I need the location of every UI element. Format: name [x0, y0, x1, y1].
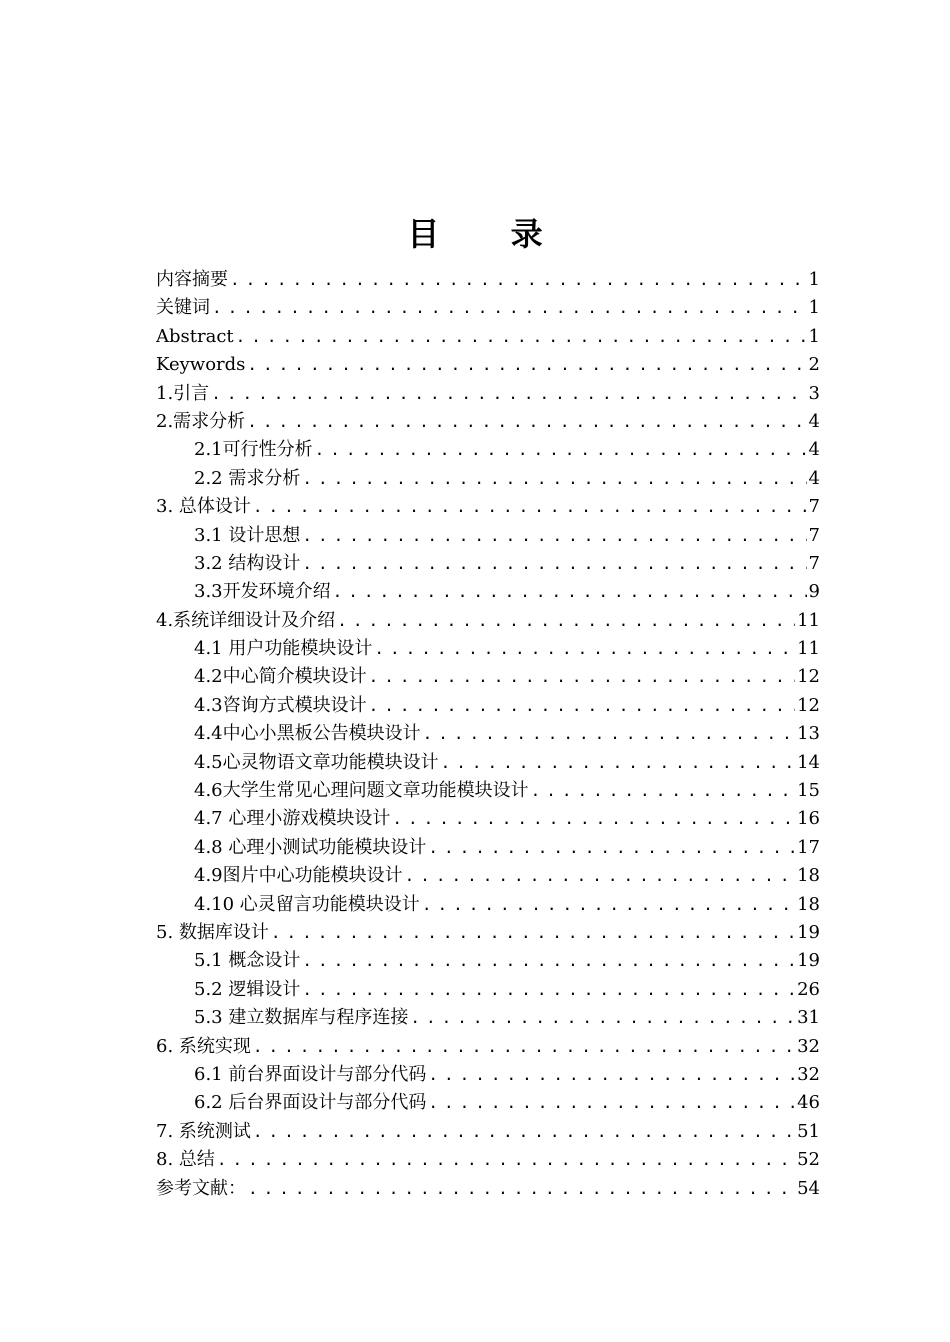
toc-entry-label: 内容摘要 [156, 269, 228, 290]
toc-entry-page-number: 51 [797, 1120, 820, 1142]
toc-entry[interactable] [156, 834, 820, 862]
toc-entry[interactable] [156, 1004, 820, 1032]
toc-dot-leader [210, 294, 807, 322]
toc-entry-page-number: 13 [797, 723, 820, 745]
toc-entry-page-number: 11 [797, 638, 820, 660]
toc-dot-leader [331, 578, 807, 606]
toc-entry-page-number: 32 [797, 1035, 820, 1057]
toc-entry[interactable] [156, 465, 820, 493]
toc-dot-leader [335, 607, 795, 635]
toc-entry-label: 5.1 概念设计 [194, 950, 301, 972]
toc-dot-leader [390, 805, 795, 833]
toc-entry-label: 3. 总体设计 [156, 496, 251, 518]
toc-dot-leader [421, 720, 795, 748]
toc-entry[interactable] [156, 692, 820, 720]
toc-entry[interactable] [156, 805, 820, 833]
toc-entry-page-number: 7 [808, 496, 820, 518]
toc-dot-leader [269, 919, 795, 947]
toc-entry[interactable] [156, 976, 820, 1004]
toc-entry-page-number: 9 [808, 581, 820, 603]
toc-entry[interactable] [156, 919, 820, 947]
toc-entry-label: 4.10 心灵留言功能模块设计 [194, 893, 420, 915]
toc-entry[interactable] [156, 323, 820, 351]
toc-entry-page-number: 14 [797, 751, 820, 773]
toc-entry[interactable] [156, 663, 820, 691]
toc-entry[interactable] [156, 351, 820, 379]
toc-dot-leader [426, 834, 795, 862]
toc-dot-leader [426, 1089, 795, 1117]
toc-entry[interactable] [156, 720, 820, 748]
toc-entry-page-number: 12 [797, 666, 820, 688]
toc-entry-label: 2.1可行性分析 [194, 439, 313, 461]
toc-entry-page-number: 2 [808, 354, 820, 376]
toc-entry-label: 6. 系统实现 [156, 1035, 251, 1057]
toc-dot-leader [234, 323, 807, 351]
toc-entry-label: Abstract [156, 325, 234, 347]
toc-entry[interactable] [156, 408, 820, 436]
toc-entry-page-number: 15 [797, 780, 820, 802]
toc-entry[interactable] [156, 1146, 820, 1174]
toc-entry-page-number: 18 [797, 893, 820, 915]
toc-entry[interactable] [156, 1033, 820, 1061]
toc-dot-leader [300, 465, 806, 493]
toc-entry-page-number: 31 [797, 1007, 820, 1029]
toc-entry-label: 3.3开发环境介绍 [194, 581, 331, 603]
toc-entry-label: 4.5心灵物语文章功能模块设计 [194, 751, 439, 773]
toc-dot-leader [408, 1004, 795, 1032]
toc-entry-page-number: 52 [797, 1149, 820, 1171]
toc-entry[interactable] [156, 493, 820, 521]
toc-entry-page-number: 1 [808, 297, 820, 319]
toc-dot-leader [209, 380, 806, 408]
toc-entry-label: 6.1 前台界面设计与部分代码 [194, 1063, 427, 1085]
toc-dot-leader [300, 947, 795, 975]
toc-entry-label: 4.7 心理小游戏模块设计 [194, 808, 391, 830]
toc-entry-page-number: 4 [808, 439, 820, 461]
toc-entry-label: 5. 数据库设计 [156, 921, 269, 943]
toc-dot-leader [246, 1175, 795, 1203]
toc-entry-label: 5.2 逻辑设计 [194, 978, 301, 1000]
toc-entry-label: 4.4中心小黑板公告模块设计 [194, 723, 421, 745]
toc-dot-leader [215, 1146, 795, 1174]
toc-dot-leader [426, 1061, 795, 1089]
toc-entry[interactable] [156, 607, 820, 635]
toc-dot-leader [420, 891, 795, 919]
toc-dot-leader [300, 976, 795, 1004]
table-of-contents [156, 266, 820, 1203]
toc-entry-page-number: 3 [808, 382, 820, 404]
toc-entry[interactable] [156, 1175, 820, 1203]
toc-entry-page-number: 7 [808, 524, 820, 546]
toc-entry[interactable] [156, 947, 820, 975]
toc-entry[interactable] [156, 1118, 820, 1146]
toc-entry[interactable] [156, 522, 820, 550]
toc-entry[interactable] [156, 266, 820, 294]
toc-entry[interactable] [156, 436, 820, 464]
toc-entry-label: 3.2 结构设计 [194, 552, 301, 574]
page-title: 目 录 [407, 215, 573, 253]
toc-entry-label: 2.需求分析 [156, 410, 246, 432]
toc-dot-leader [251, 493, 807, 521]
toc-entry-label: 参考文献： [156, 1177, 246, 1199]
toc-entry-label: 关键词 [156, 297, 210, 319]
toc-entry[interactable] [156, 891, 820, 919]
toc-entry-page-number: 12 [797, 694, 820, 716]
toc-entry[interactable] [156, 777, 820, 805]
toc-entry-page-number: 16 [797, 808, 820, 830]
toc-dot-leader [228, 266, 807, 294]
toc-dot-leader [403, 862, 795, 890]
toc-entry-page-number: 1 [808, 269, 820, 290]
toc-entry-label: 4.8 心理小测试功能模块设计 [194, 836, 427, 858]
toc-entry[interactable] [156, 578, 820, 606]
toc-entry-page-number: 46 [797, 1092, 820, 1114]
toc-dot-leader [313, 436, 807, 464]
toc-entry-page-number: 4 [808, 467, 820, 489]
toc-entry-page-number: 19 [797, 921, 820, 943]
toc-dot-leader [300, 522, 806, 550]
toc-entry-page-number: 32 [797, 1063, 820, 1085]
toc-entry-label: 1.引言 [156, 382, 210, 404]
toc-entry-label: 4.3咨询方式模块设计 [194, 694, 367, 716]
toc-entry-page-number: 19 [797, 950, 820, 972]
toc-entry-page-number: 54 [797, 1177, 820, 1199]
toc-entry-page-number: 7 [808, 552, 820, 574]
toc-dot-leader [251, 1118, 795, 1146]
toc-entry[interactable] [156, 862, 820, 890]
toc-entry[interactable] [156, 550, 820, 578]
toc-dot-leader [372, 635, 795, 663]
toc-entry-label: 3.1 设计思想 [194, 524, 301, 546]
toc-entry[interactable] [156, 294, 820, 322]
toc-entry[interactable] [156, 1061, 820, 1089]
toc-entry[interactable] [156, 635, 820, 663]
toc-entry-label: 4.1 用户功能模块设计 [194, 638, 373, 660]
toc-dot-leader [245, 351, 806, 379]
toc-entry-page-number: 26 [797, 978, 820, 1000]
toc-entry-label: 4.6大学生常见心理问题文章功能模块设计 [194, 780, 529, 802]
toc-entry-page-number: 18 [797, 865, 820, 887]
toc-entry-label: 2.2 需求分析 [194, 467, 301, 489]
toc-entry-label: 6.2 后台界面设计与部分代码 [194, 1092, 427, 1114]
toc-dot-leader [300, 550, 806, 578]
toc-dot-leader [439, 749, 795, 777]
toc-dot-leader [251, 1033, 795, 1061]
toc-entry-page-number: 4 [808, 410, 820, 432]
toc-entry-label: 4.9图片中心功能模块设计 [194, 865, 403, 887]
toc-entry[interactable] [156, 380, 820, 408]
toc-entry-page-number: 17 [797, 836, 820, 858]
toc-entry[interactable] [156, 1089, 820, 1117]
toc-dot-leader [245, 408, 806, 436]
toc-entry-page-number: 11 [797, 609, 820, 631]
toc-entry-label: 4.系统详细设计及介绍 [156, 609, 336, 631]
toc-entry-label: 7. 系统测试 [156, 1120, 251, 1142]
toc-entry-label: 4.2中心简介模块设计 [194, 666, 367, 688]
toc-entry[interactable] [156, 749, 820, 777]
toc-entry-page-number: 1 [808, 325, 820, 347]
toc-entry-label: 8. 总结 [156, 1149, 215, 1171]
toc-dot-leader [367, 663, 795, 691]
toc-entry-label: Keywords [156, 354, 246, 376]
toc-dot-leader [367, 692, 795, 720]
toc-dot-leader [529, 777, 795, 805]
toc-entry-label: 5.3 建立数据库与程序连接 [194, 1007, 409, 1029]
